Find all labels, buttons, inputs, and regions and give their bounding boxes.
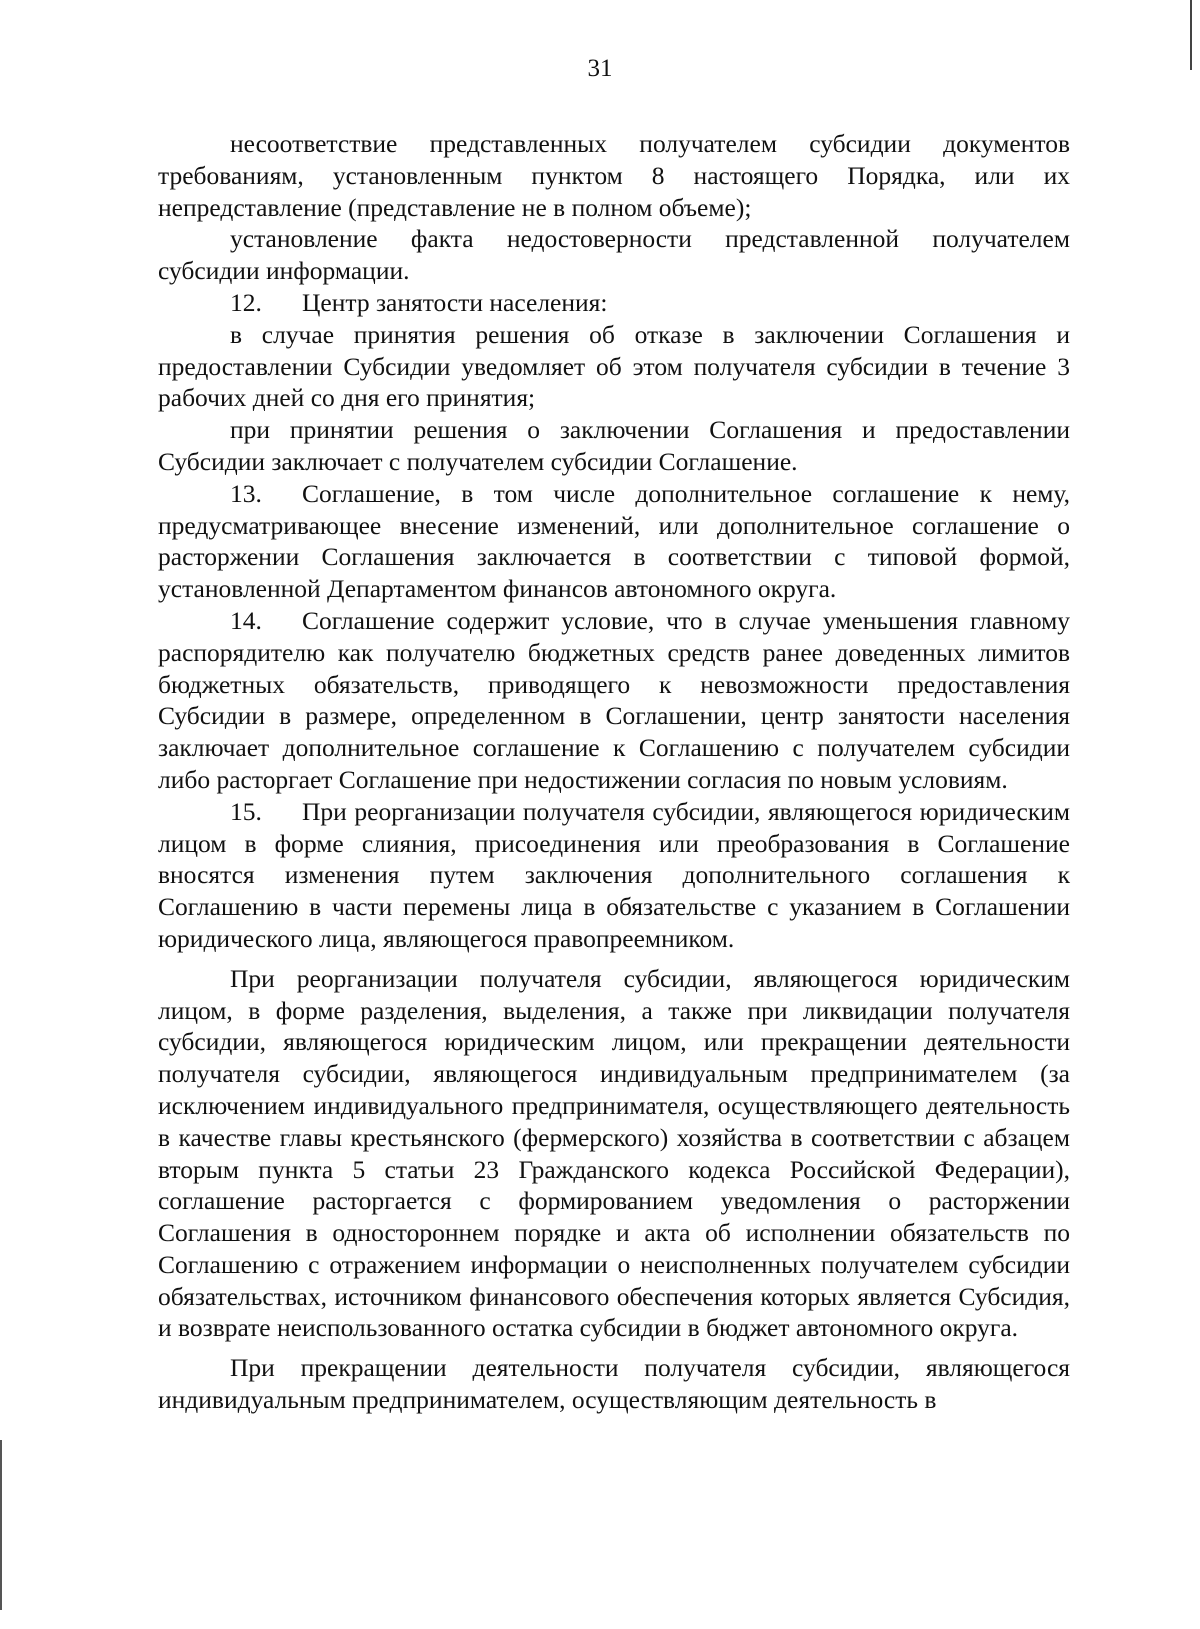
paragraph-text: Соглашение содержит условие, что в случае уменьшения главному распорядителю как получателю бюджетных средств ранее доведенных лимитов бюджетных обязательств, приводящего к невозможности предоставления Субсидии в размере, определенном в Соглашении, центр занятости населения заключает дополнительное соглашение к Соглашению с получателем субсидии либо расторгает Соглашение при недостижении согласия по новым условиям. — [158, 605, 1070, 794]
document-body — [158, 128, 1070, 1416]
paragraph — [158, 963, 1070, 1345]
paragraph — [158, 223, 1070, 287]
page-number: 31 — [587, 55, 613, 82]
paragraph-number: 12. — [230, 287, 262, 317]
paragraph-text: несоответствие представленных получателем субсидии документов требованиям, установленным пунктом 8 настоящего Порядка, или их непредставление (представление не в полном объеме); — [158, 129, 1070, 222]
paragraph-number: 13. — [230, 478, 262, 508]
numbered-paragraph — [158, 478, 1070, 605]
paragraph-text: при принятии решения о заключении Соглашения и предоставлении Субсидии заключает с получателем субсидии Соглашение. — [158, 415, 1070, 476]
paragraph-number: 15. — [230, 796, 262, 826]
paragraph — [158, 319, 1070, 414]
paragraph-text: При реорганизации получателя субсидии, являющегося юридическим лицом в форме слияния, присоединения или преобразования в Соглашение вносятся изменения путем заключения дополнительного соглашения к Соглашению в части перемены лица в обязательстве с указанием в Соглашении юридического лица, являющегося правопреемником. — [158, 796, 1070, 953]
paragraph-text: Соглашение, в том числе дополнительное соглашение к нему, предусматривающее внесение изменений, или дополнительное соглашение о расторжении Соглашения заключается в соответствии с типовой формой, установленной Департаментом финансов автономного округа. — [158, 478, 1070, 604]
paragraph-number: 14. — [230, 605, 262, 635]
paragraph-text: Центр занятости населения: — [302, 287, 608, 317]
paragraph — [158, 414, 1070, 478]
numbered-paragraph — [158, 605, 1070, 796]
numbered-paragraph — [158, 796, 1070, 955]
scan-edge-mark — [0, 1440, 2, 1610]
paragraph — [158, 128, 1070, 223]
paragraph-text: При реорганизации получателя субсидии, являющегося юридическим лицом, в форме разделения, выделения, а также при ликвидации получателя субсидии, являющегося юридическим лицом, или прекращении деятельности получателя субсидии, являющегося индивидуальным предпринимателем (за исключением индивидуального предпринимателя, осуществляющего деятельность в качестве главы крестьянского (фермерского) хозяйства в соответствии с абзацем вторым пункта 5 статьи 23 Гражданского кодекса Российской Федерации), соглашение расторгается с формированием уведомления о расторжении Соглашения в одностороннем порядке и акта об исполнении обязательств по Соглашению с отражением информации о неисполненных получателем субсидии обязательствах, источником финансового обеспечения которых является Субсидия, и возврате неиспользованного остатка субсидии в бюджет автономного округа. — [158, 963, 1070, 1343]
numbered-paragraph — [158, 287, 1070, 319]
paragraph-text: в случае принятия решения об отказе в заключении Соглашения и предоставлении Субсидии уведомляет об этом получателя субсидии в течение 3 рабочих дней со дня его принятия; — [158, 319, 1070, 413]
paragraph — [158, 1352, 1070, 1416]
paragraph-text: При прекращении деятельности получателя субсидии, являющегося индивидуальным предпринимателем, осуществляющим деятельность в — [158, 1353, 1070, 1415]
paragraph-text: установление факта недостоверности представленной получателем субсидии информации. — [158, 224, 1070, 286]
